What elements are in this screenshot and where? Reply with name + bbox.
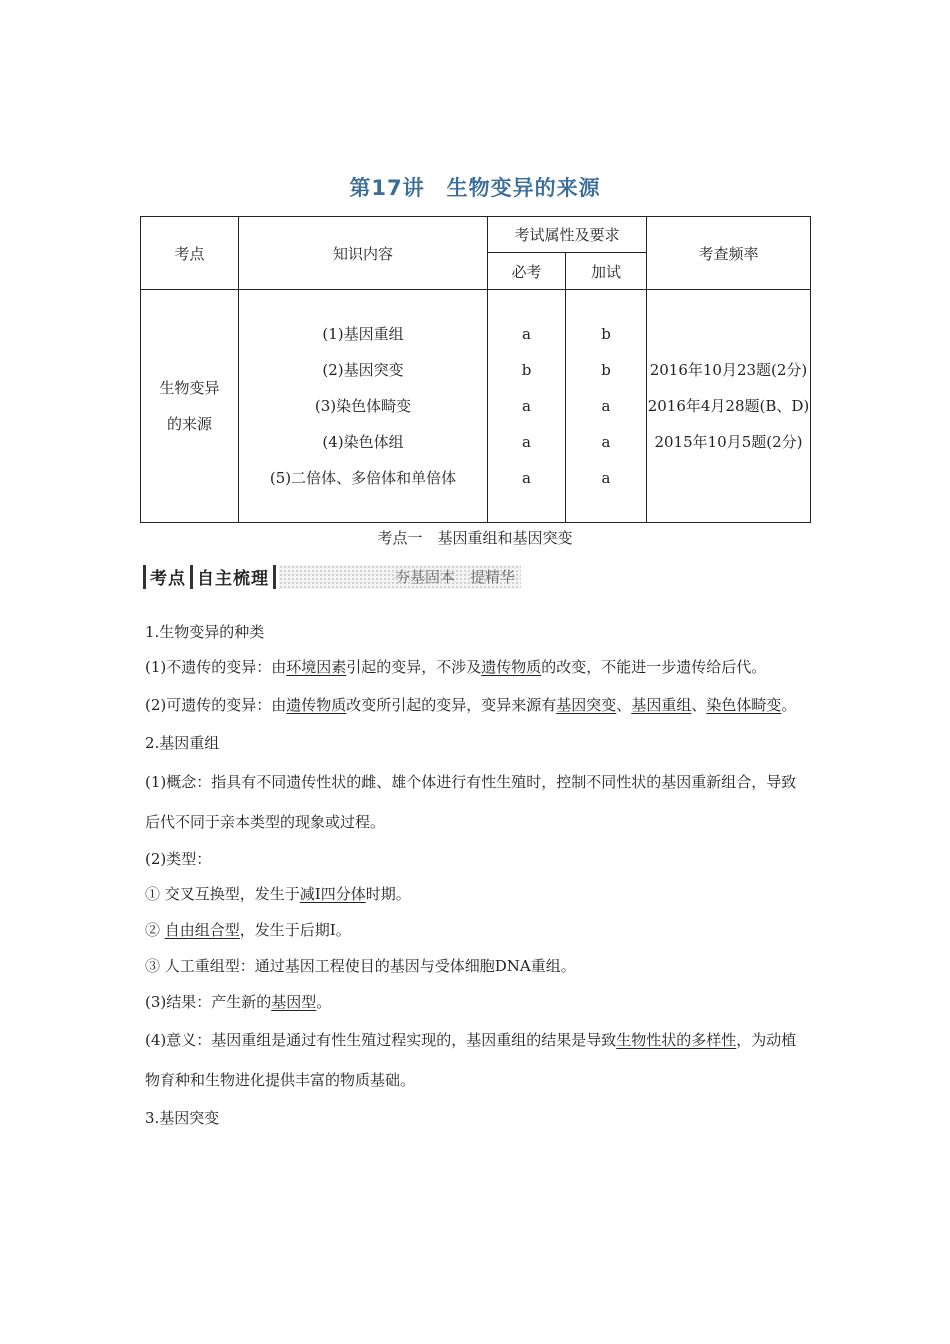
paragraph <box>145 686 810 724</box>
underlined-term: 环境因素 <box>286 658 347 676</box>
underlined-term: 生物性状的多样性 <box>616 1031 737 1049</box>
text-run: 引起的变异，不涉及 <box>346 658 482 676</box>
underlined-term: 染色体畸变 <box>706 696 782 714</box>
paragraph <box>145 912 810 948</box>
text-run: 改变所引起的变异，变异来源有 <box>346 696 557 714</box>
text-run: ，发生于后期Ⅰ。 <box>239 921 351 939</box>
frequency-cell: 2016年10月23题(2分) 2016年4月28题(B、D) 2015年10月5题(2分) <box>647 290 811 523</box>
paragraph: (2)类型： <box>145 850 212 868</box>
extra-value: b <box>601 361 611 379</box>
topic-line: 生物变异 <box>159 379 220 397</box>
text-run: (1)不遗传的变异：由 <box>145 658 287 676</box>
header-required: 必考 <box>488 253 566 290</box>
content-item: (3)染色体畸变 <box>314 397 412 415</box>
banner-label: 考点 <box>150 569 186 589</box>
banner-divider <box>273 565 276 589</box>
text-run: 。 <box>781 696 797 714</box>
underlined-term: 基因型 <box>271 993 317 1011</box>
required-value: a <box>522 433 531 451</box>
text-run: 。 <box>316 993 332 1011</box>
main-content <box>145 618 810 1136</box>
extra-value: a <box>601 397 611 415</box>
topic-line: 的来源 <box>166 415 212 433</box>
banner-tagline <box>279 565 521 589</box>
content-item: (4)染色体组 <box>322 433 404 451</box>
text-run: 时期。 <box>365 885 411 903</box>
required-value: a <box>522 469 531 487</box>
section-banner <box>143 563 521 590</box>
text-run: 、 <box>616 696 632 714</box>
content-item: (5)二倍体、多倍体和单倍体 <box>269 469 457 487</box>
extra-value: b <box>601 325 611 343</box>
header-content: 知识内容 <box>239 217 488 290</box>
paragraph <box>145 1020 810 1100</box>
section-subtitle: 考点一 基因重组和基因突变 <box>377 529 573 547</box>
text-run: (4)意义：基因重组是通过有性生殖过程实现的，基因重组的结果是导致 <box>145 1031 617 1049</box>
topic-cell <box>141 290 239 523</box>
required-value: b <box>521 361 532 379</box>
extra-value: a <box>601 433 611 451</box>
paragraph <box>145 648 810 686</box>
text-run: ② <box>145 921 165 939</box>
section-heading: 2.基因重组 <box>145 734 220 752</box>
paragraph: ③ 人工重组型：通过基因工程使目的基因与受体细胞DNA重组。 <box>145 957 576 975</box>
header-point: 考点 <box>141 217 239 290</box>
section-heading: 3.基因突变 <box>145 1109 220 1127</box>
exam-table <box>140 216 825 523</box>
underlined-term: 遗传物质 <box>481 658 542 676</box>
header-attr: 考试属性及要求 <box>488 217 647 253</box>
underlined-term: 基因重组 <box>631 696 692 714</box>
text-run: 的改变，不能进一步遗传给后代。 <box>541 658 767 676</box>
text-run: 、 <box>691 696 707 714</box>
text-run: (3)结果：产生新的 <box>145 993 272 1011</box>
content-cell <box>239 290 488 523</box>
banner-tagline-text: 夯基固本 提精华 <box>394 568 515 586</box>
required-value: a <box>522 397 531 415</box>
header-frequency: 考查频率 <box>647 217 811 290</box>
required-value: a <box>522 325 531 343</box>
underlined-term: 基因突变 <box>556 696 617 714</box>
underlined-term: 自由组合型 <box>164 921 240 939</box>
header-extra: 加试 <box>566 253 647 290</box>
required-cell <box>488 290 566 523</box>
extra-cell <box>566 290 647 523</box>
paragraph <box>145 984 810 1020</box>
underlined-term: 遗传物质 <box>286 696 347 714</box>
text-run: ① 交叉互换型，发生于 <box>145 885 300 903</box>
text-run: (2)可遗传的变异：由 <box>145 696 287 714</box>
content-item: (1)基因重组 <box>322 325 404 343</box>
extra-value: a <box>601 469 611 487</box>
page-title: 第17讲 生物变异的来源 <box>349 176 601 200</box>
section-heading: 1.生物变异的种类 <box>145 623 265 641</box>
banner-label: 自主梳理 <box>197 569 269 589</box>
underlined-term: 减Ⅰ四分体 <box>299 885 366 903</box>
content-item: (2)基因突变 <box>322 361 404 379</box>
paragraph <box>145 876 810 912</box>
paragraph: (1)概念：指具有不同遗传性状的雌、雄个体进行有性生殖时，控制不同性状的基因重新组合，导致后代不同于亲本类型的现象或过程。 <box>145 773 797 831</box>
text-run: ，为动植物育种和生物进化提供丰富的物质基础。 <box>145 1031 797 1089</box>
